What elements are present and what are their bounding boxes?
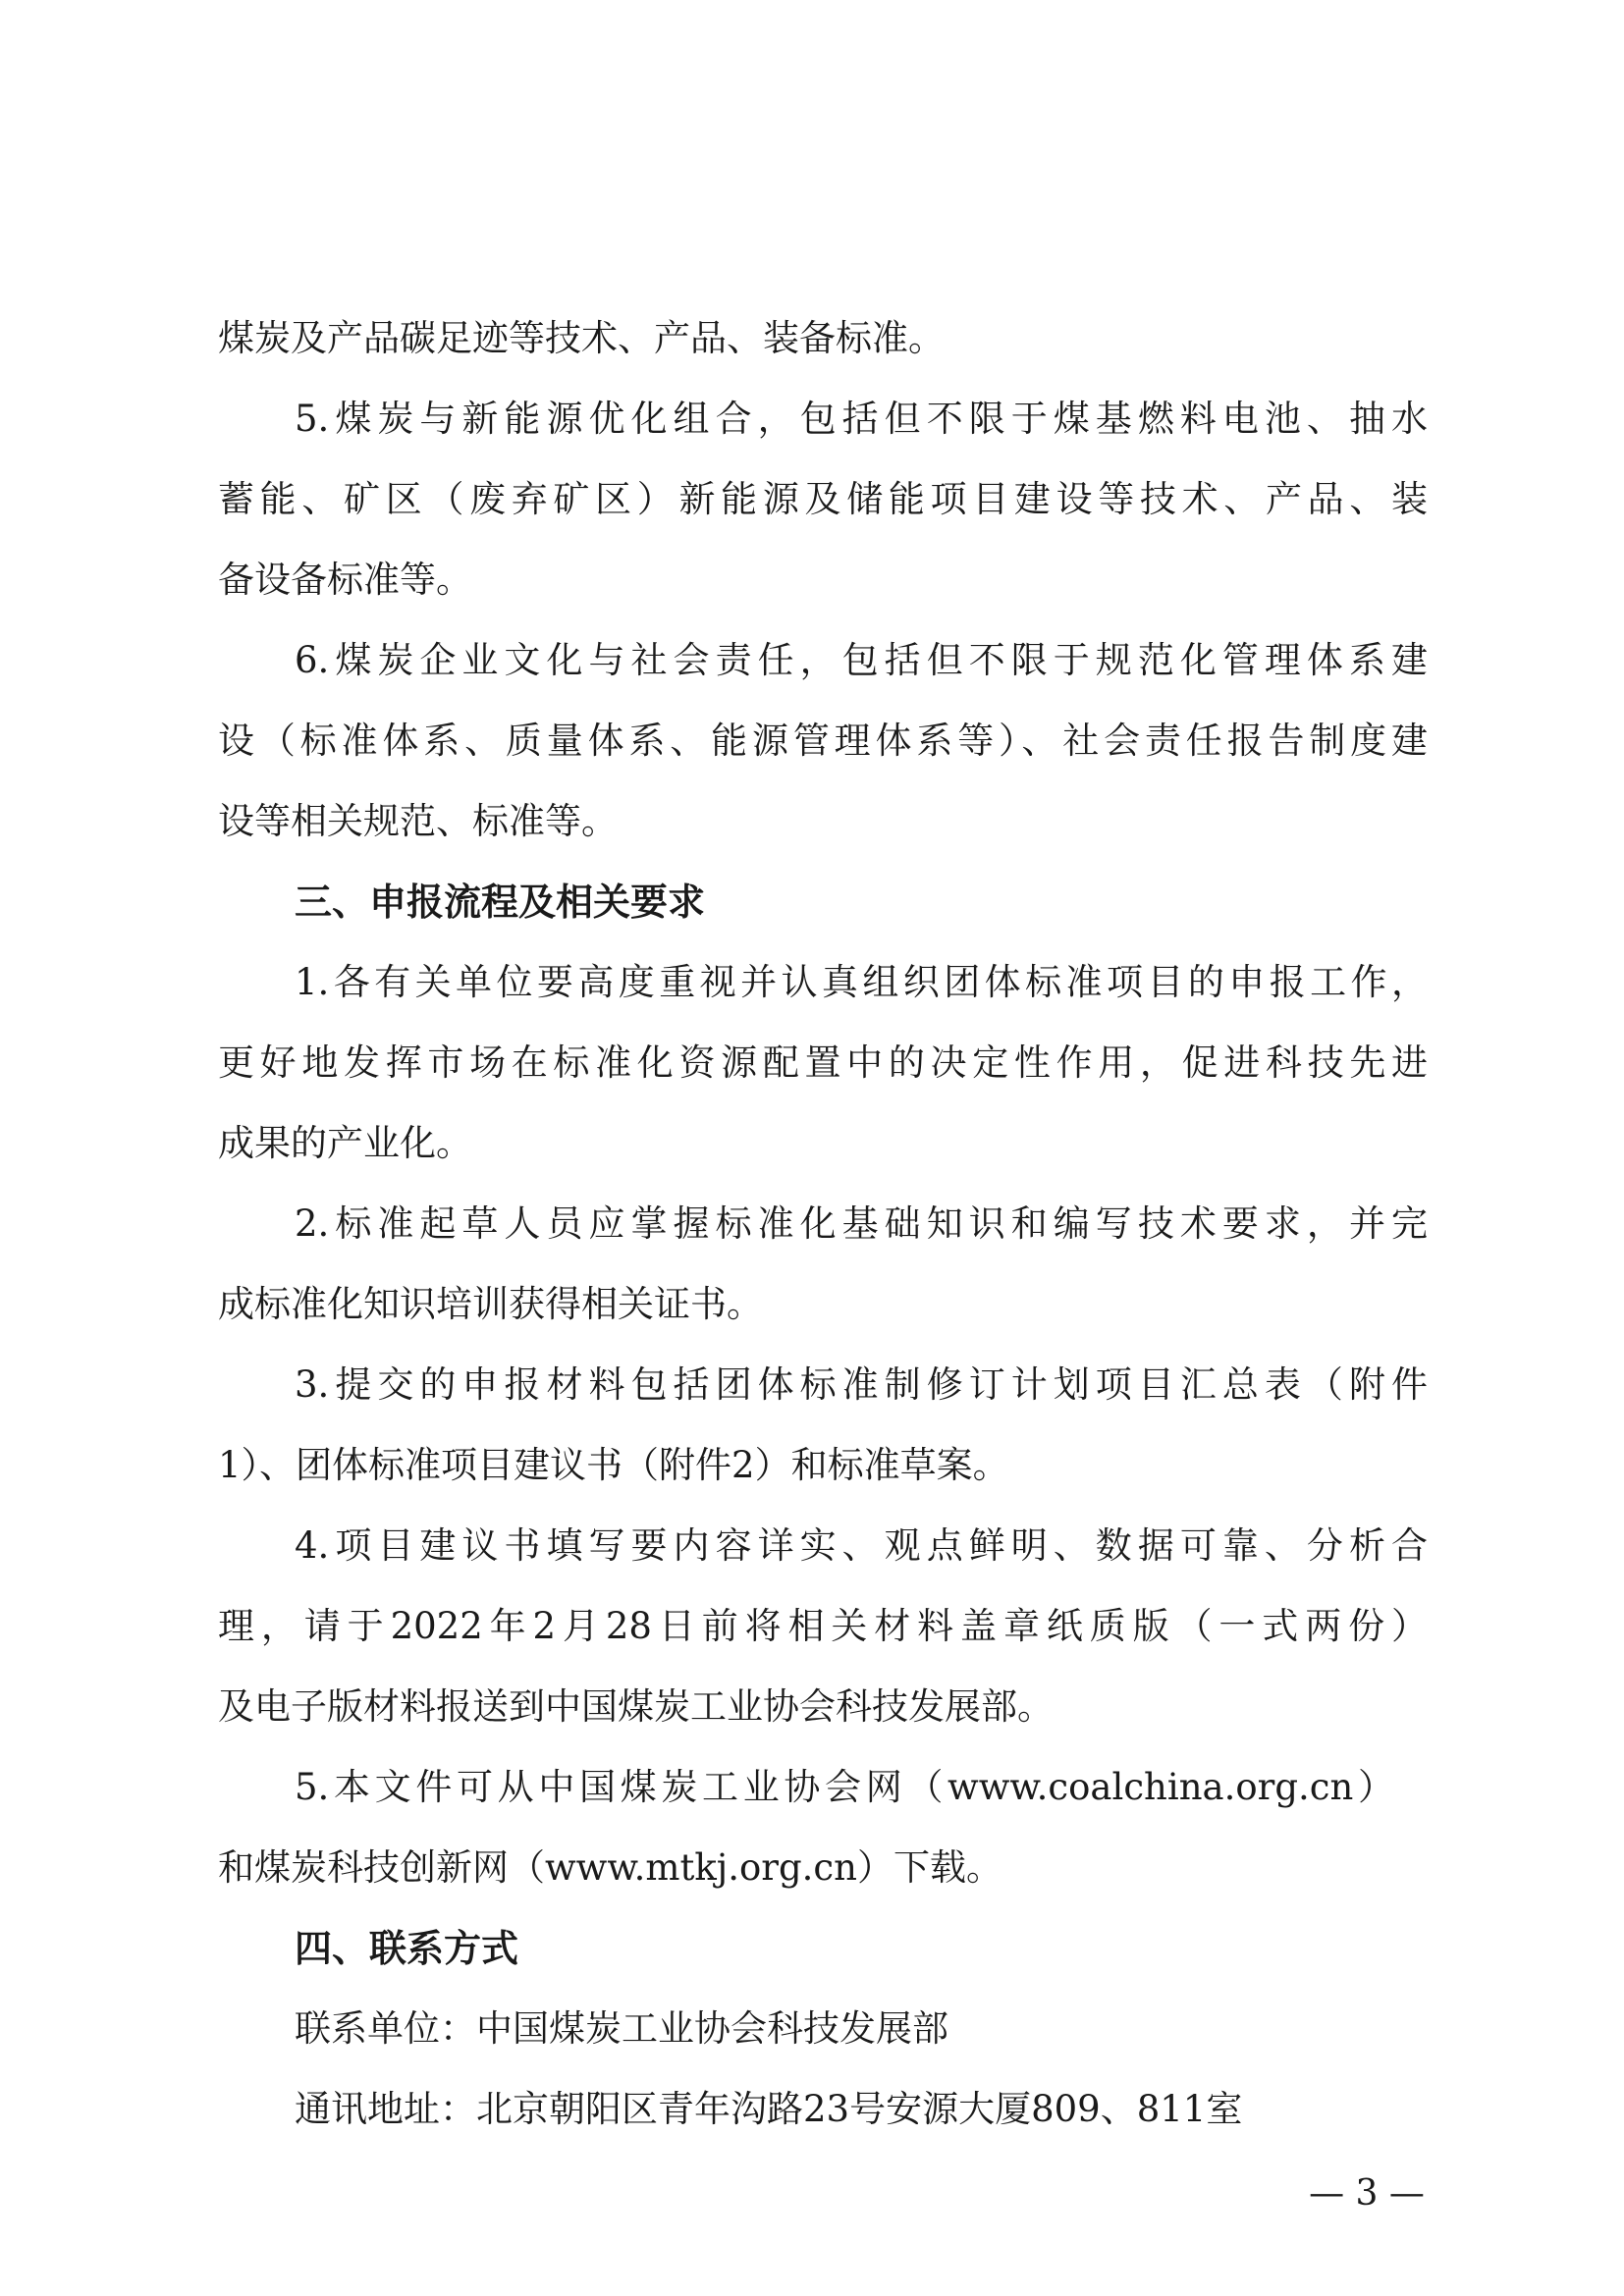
section-heading: 三、申报流程及相关要求 — [295, 881, 706, 924]
paragraph-line: 5.煤炭与新能源优化组合，包括但不限于煤基燃料电池、抽水 — [295, 398, 1428, 440]
contact-address: 通讯地址：北京朝阳区青年沟路23号安源大厦809、811室 — [295, 2088, 1243, 2130]
paragraph-line: 更好地发挥市场在标准化资源配置中的决定性作用，促进科技先进 — [218, 1041, 1428, 1084]
page-number: — 3 — — [1309, 2173, 1425, 2214]
paragraph-line: 1）、团体标准项目建议书（附件2）和标准草案。 — [218, 1444, 1009, 1486]
paragraph-line: 成标准化知识培训获得相关证书。 — [218, 1283, 763, 1325]
paragraph-line: 成果的产业化。 — [218, 1122, 472, 1164]
paragraph-line: 蓄能、矿区（废弃矿区）新能源及储能项目建设等技术、产品、装 — [218, 478, 1428, 520]
paragraph-line: 备设备标准等。 — [218, 559, 472, 601]
section-heading: 四、联系方式 — [295, 1927, 519, 1970]
paragraph-line: 3.提交的申报材料包括团体标准制修订计划项目汇总表（附件 — [295, 1363, 1428, 1406]
paragraph-line: 设（标准体系、质量体系、能源管理体系等）、社会责任报告制度建 — [218, 720, 1428, 762]
paragraph-line: 2.标准起草人员应掌握标准化基础知识和编写技术要求，并完 — [295, 1202, 1428, 1245]
paragraph-line: 煤炭及产品碳足迹等技术、产品、装备标准。 — [218, 317, 945, 359]
paragraph-line: 及电子版材料报送到中国煤炭工业协会科技发展部。 — [218, 1685, 1054, 1728]
paragraph-line: 和煤炭科技创新网（www.mtkj.org.cn）下载。 — [218, 1846, 1002, 1889]
paragraph-line: 1.各有关单位要高度重视并认真组织团体标准项目的申报工作， — [295, 961, 1428, 1003]
paragraph-line: 理，请于2022年2月28日前将相关材料盖章纸质版（一式两份） — [218, 1605, 1428, 1647]
paragraph-line: 设等相关规范、标准等。 — [218, 800, 618, 842]
paragraph-line: 6.煤炭企业文化与社会责任，包括但不限于规范化管理体系建 — [295, 639, 1428, 681]
contact-unit: 联系单位：中国煤炭工业协会科技发展部 — [295, 2007, 948, 2050]
paragraph-line: 5.本文件可从中国煤炭工业协会网（www.coalchina.org.cn） — [295, 1766, 1394, 1808]
paragraph-line: 4.项目建议书填写要内容详实、观点鲜明、数据可靠、分析合 — [295, 1524, 1428, 1567]
